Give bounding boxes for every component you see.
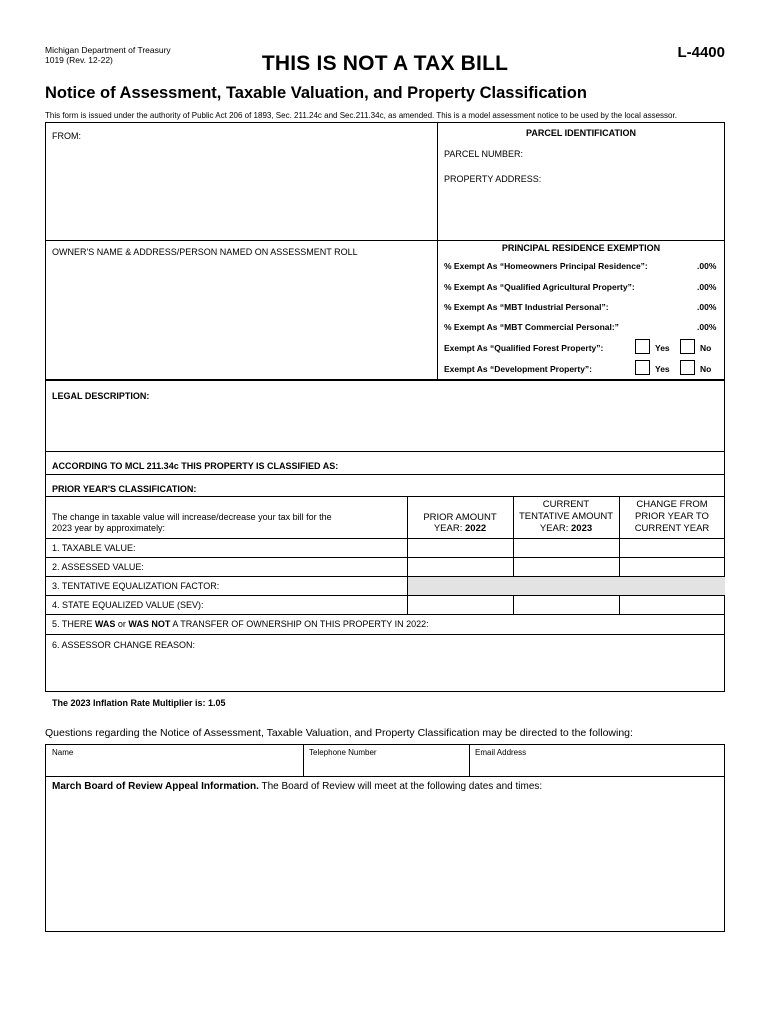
prior-classification-label: PRIOR YEAR'S CLASSIFICATION: (52, 484, 197, 494)
state-equalized-value-row-label: 4. STATE EQUALIZED VALUE (SEV): (52, 600, 204, 610)
development-property-label: Exempt As “Development Property”: (444, 364, 592, 374)
department-name: Michigan Department of Treasury (45, 45, 171, 55)
from-label: FROM: (52, 131, 81, 141)
principal-residence-exemption-heading: PRINCIPAL RESIDENCE EXEMPTION (501, 243, 661, 253)
qualified-forest-label: Exempt As “Qualified Forest Property”: (444, 343, 604, 353)
change-header-line2: PRIOR YEAR TO (635, 511, 709, 522)
development-property-yes-label: Yes (655, 364, 670, 374)
board-of-review-heading: March Board of Review Appeal Information. (52, 781, 259, 792)
page-title: Notice of Assessment, Taxable Valuation, and Property Classification (45, 84, 587, 102)
development-property-no-checkbox[interactable] (680, 360, 695, 375)
contact-name-field[interactable]: Name (52, 748, 74, 757)
questions-statement: Questions regarding the Notice of Assessment, Taxable Valuation, and Property Classification may be directed to the following: (45, 727, 633, 739)
exempt-homeowners-value: .00% (697, 261, 717, 271)
current-amount-header (513, 499, 619, 535)
legal-description-label: LEGAL DESCRIPTION: (52, 391, 150, 401)
development-property-yes-checkbox[interactable] (635, 360, 650, 375)
exempt-agricultural-value: .00% (697, 282, 717, 292)
development-property-no-label: No (700, 364, 712, 374)
board-of-review-info (52, 781, 542, 792)
contact-phone-field[interactable]: Telephone Number (309, 748, 377, 757)
tax-change-intro (52, 512, 332, 534)
qualified-forest-yes-checkbox[interactable] (635, 339, 650, 354)
current-year-prefix: YEAR: (539, 523, 571, 534)
qualified-forest-no-checkbox[interactable] (680, 339, 695, 354)
prior-amount-header (407, 512, 513, 534)
qualified-forest-yes-label: Yes (655, 343, 670, 353)
change-header (619, 499, 725, 535)
contact-board-section (45, 744, 725, 932)
tentative-amount-label: TENTATIVE AMOUNT (518, 511, 614, 522)
tax-change-intro-line1: The change in taxable value will increase/decrease your tax bill for the (52, 512, 332, 522)
contact-email-field[interactable]: Email Address (475, 748, 527, 757)
form-revision: 1019 (Rev. 12-22) (45, 55, 113, 65)
assessor-change-reason-label: 6. ASSESSOR CHANGE REASON: (52, 640, 196, 650)
inflation-rate-multiplier: The 2023 Inflation Rate Multiplier is: 1.05 (52, 698, 226, 708)
form-number: L-4400 (677, 44, 725, 61)
authority-statement: This form is issued under the authority of Public Act 206 of 1893, Sec. 211.24c and Sec.211.34c, as amended. This is a model assessment notice to be used by the local assessor. (45, 111, 677, 120)
exempt-homeowners-label: % Exempt As “Homeowners Principal Residence”: (444, 261, 648, 271)
qualified-forest-no-label: No (700, 343, 712, 353)
board-of-review-text: The Board of Review will meet at the following dates and times: (258, 781, 543, 792)
exempt-mbt-commercial-label: % Exempt As “MBT Commercial Personal:” (444, 322, 619, 332)
prior-amount-label: PRIOR AMOUNT (423, 512, 497, 523)
current-label: CURRENT (542, 499, 590, 510)
classification-label: ACCORDING TO MCL 211.34c THIS PROPERTY IS CLASSIFIED AS: (52, 461, 339, 471)
parcel-identification-heading: PARCEL IDENTIFICATION (526, 128, 636, 138)
taxable-value-row-label: 1. TAXABLE VALUE: (52, 543, 136, 553)
not-tax-bill-heading: THIS IS NOT A TAX BILL (261, 52, 509, 75)
owner-name-label: OWNER'S NAME & ADDRESS/PERSON NAMED ON ASSESSMENT ROLL (52, 247, 358, 257)
ownership-transfer-row-label: 5. THERE WAS or WAS NOT A TRANSFER OF OWNERSHIP ON THIS PROPERTY IN 2022: (52, 619, 429, 629)
property-address-label[interactable]: PROPERTY ADDRESS: (444, 174, 542, 184)
assessed-value-row-label: 2. ASSESSED VALUE: (52, 562, 144, 572)
equalization-factor-row-label: 3. TENTATIVE EQUALIZATION FACTOR: (52, 581, 220, 591)
exempt-mbt-industrial-label: % Exempt As “MBT Industrial Personal”: (444, 302, 609, 312)
prior-year-prefix: YEAR: (433, 523, 465, 534)
exempt-mbt-industrial-value: .00% (697, 302, 717, 312)
tax-change-intro-line2: 2023 year by approximately: (52, 523, 166, 533)
exempt-mbt-commercial-value: .00% (697, 322, 717, 332)
current-year: 2023 (571, 523, 593, 534)
parcel-number-label[interactable]: PARCEL NUMBER: (444, 149, 524, 159)
prior-year: 2022 (465, 523, 487, 534)
change-header-line3: CURRENT YEAR (634, 523, 710, 534)
exempt-agricultural-label: % Exempt As “Qualified Agricultural Property”: (444, 282, 635, 292)
equalization-shaded-cells (408, 576, 725, 595)
change-header-line1: CHANGE FROM (636, 499, 708, 510)
